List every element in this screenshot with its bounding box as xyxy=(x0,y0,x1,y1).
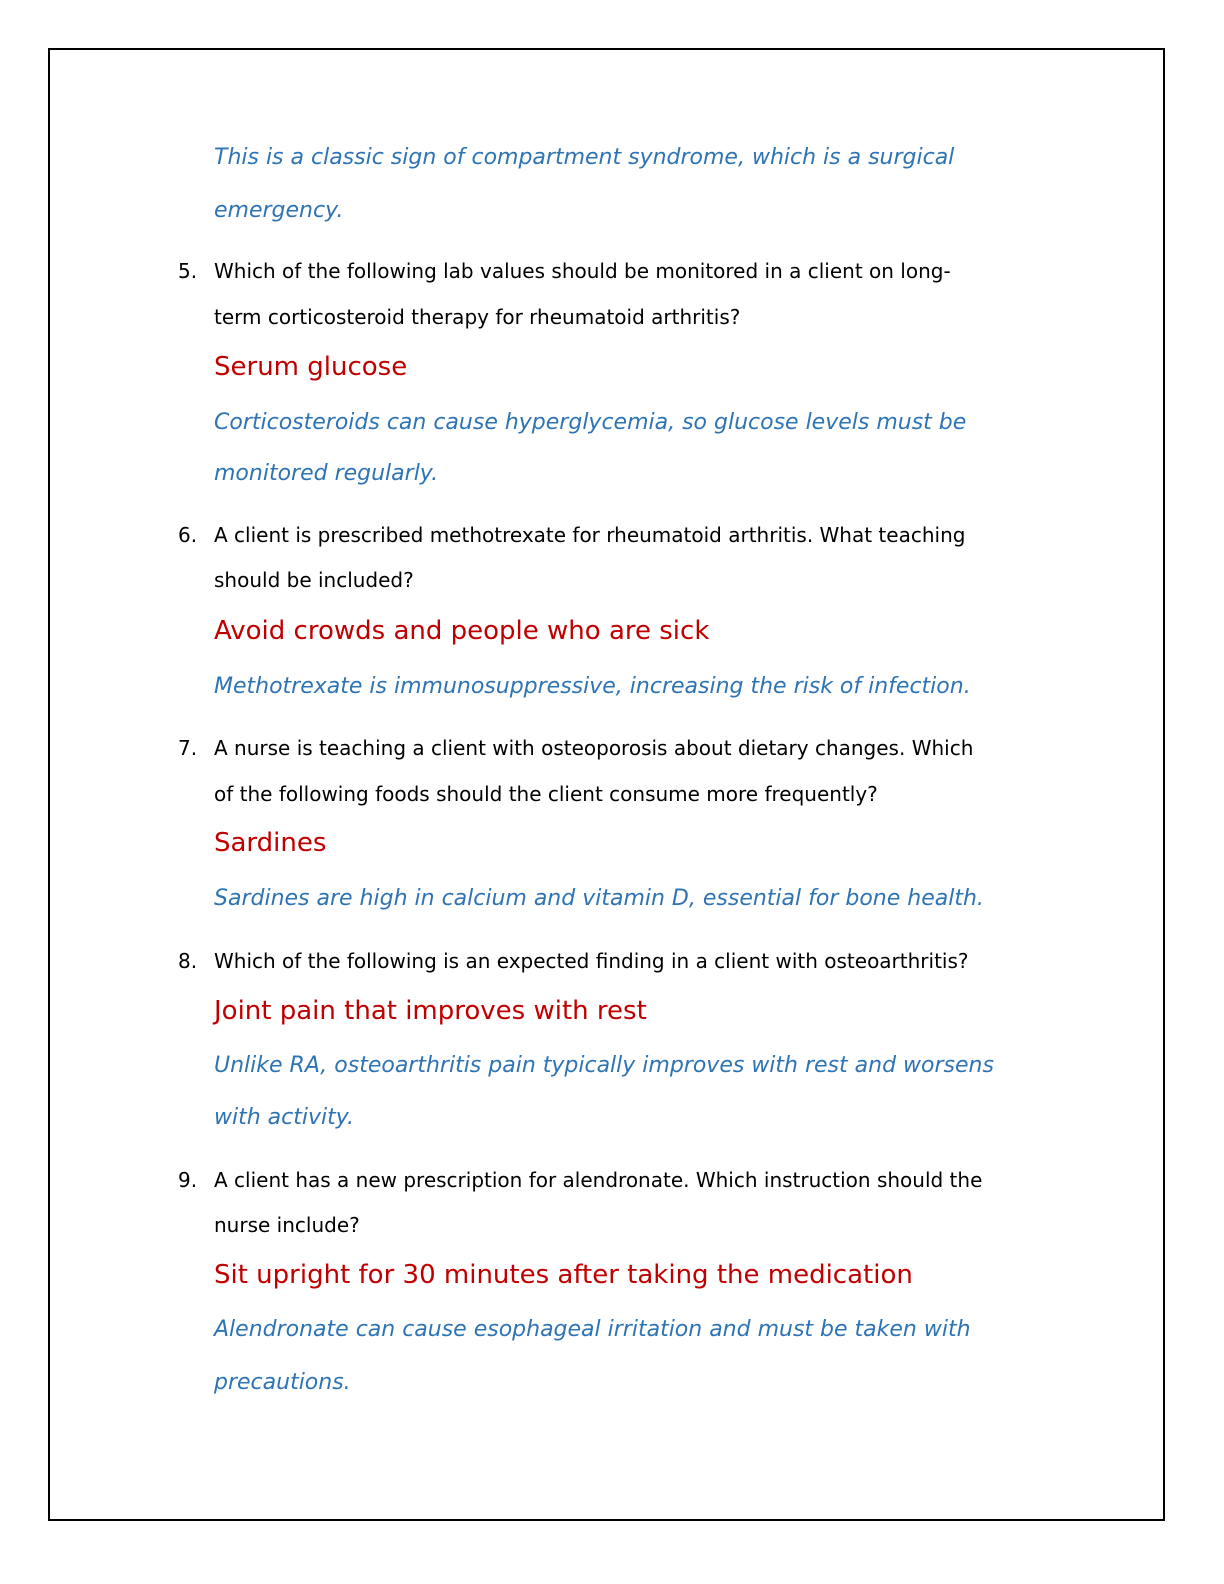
explanation-line: monitored regularly. xyxy=(214,461,439,486)
question-number: 5. xyxy=(178,259,198,283)
answer-text: Serum glucose xyxy=(214,352,408,382)
question-number: 7. xyxy=(178,736,198,760)
question-text-line: of the following foods should the client consume more frequently? xyxy=(214,782,878,806)
question-number: 9. xyxy=(178,1168,198,1192)
explanation-line: Sardines are high in calcium and vitamin D, essential for bone health. xyxy=(214,886,984,911)
question-number: 8. xyxy=(178,949,198,973)
explanation-line: Alendronate can cause esophageal irritation and must be taken with xyxy=(214,1317,971,1342)
answer-text: Joint pain that improves with rest xyxy=(214,996,647,1026)
explanation-line: precautions. xyxy=(214,1370,351,1395)
question-text-line: Which of the following lab values should be monitored in a client on long- xyxy=(214,259,951,283)
question-text-line: A client is prescribed methotrexate for rheumatoid arthritis. What teaching xyxy=(214,523,966,547)
explanation-line: with activity. xyxy=(214,1105,355,1130)
answer-text: Avoid crowds and people who are sick xyxy=(214,616,710,646)
explanation-line: emergency. xyxy=(214,198,344,223)
explanation-line: Corticosteroids can cause hyperglycemia, so glucose levels must be xyxy=(214,410,967,435)
question-text-line: nurse include? xyxy=(214,1213,360,1237)
answer-text: Sit upright for 30 minutes after taking the medication xyxy=(214,1260,913,1290)
question-text-line: Which of the following is an expected finding in a client with osteoarthritis? xyxy=(214,949,969,973)
explanation-line: Methotrexate is immunosuppressive, increasing the risk of infection. xyxy=(214,674,971,699)
question-number: 6. xyxy=(178,523,198,547)
explanation-line: This is a classic sign of compartment syndrome, which is a surgical xyxy=(214,145,955,170)
question-text-line: should be included? xyxy=(214,568,414,592)
question-text-line: A nurse is teaching a client with osteoporosis about dietary changes. Which xyxy=(214,736,974,760)
explanation-line: Unlike RA, osteoarthritis pain typically improves with rest and worsens xyxy=(214,1053,994,1078)
answer-text: Sardines xyxy=(214,828,327,858)
question-text-line: term corticosteroid therapy for rheumatoid arthritis? xyxy=(214,305,741,329)
question-text-line: A client has a new prescription for alendronate. Which instruction should the xyxy=(214,1168,983,1192)
